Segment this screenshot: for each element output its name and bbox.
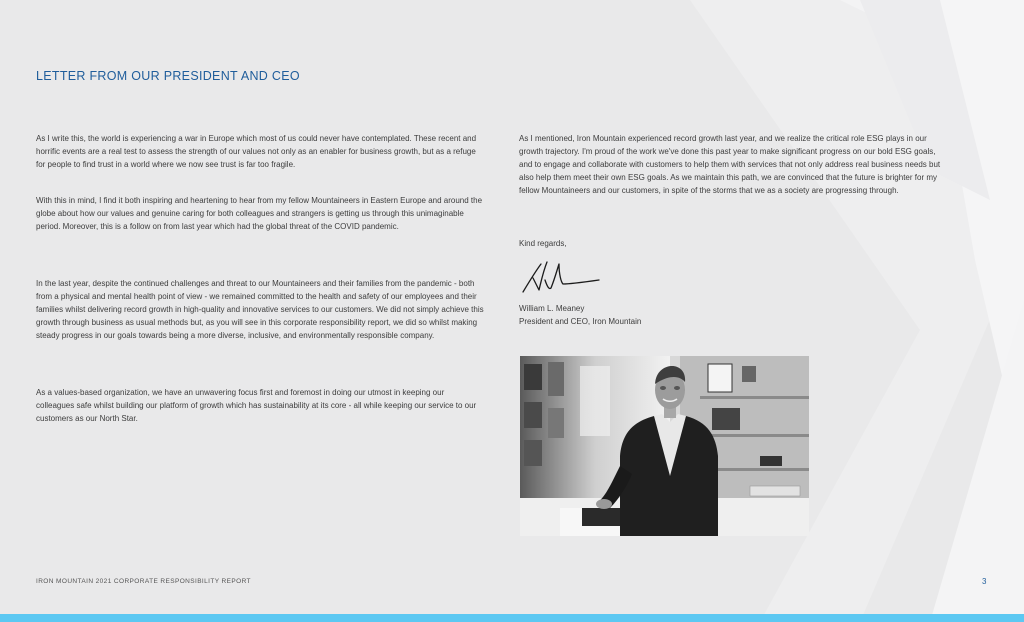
page-number: 3	[982, 577, 987, 586]
bottom-accent-bar	[0, 614, 1024, 622]
letter-paragraph-3: In the last year, despite the continued challenges and threat to our Mountaineers and their families from the pandemic - both from a physical and mental health point of view - we remained committed to the health and safety of our employees and their families whilst delivering record growth in high-quality and innovative services to our customers. We did not simply achieve this growth through business as usual methods but, as you will see in this corporate responsibility report, we did so whilst making steady progress in our goals towards being a more diverse, inclusive, and environmentally responsible company.	[36, 279, 484, 340]
ceo-portrait-photo	[520, 356, 809, 536]
signature-image	[519, 258, 609, 298]
report-footer-title: IRON MOUNTAIN 2021 CORPORATE RESPONSIBILITY REPORT	[36, 578, 251, 585]
signer-name: William L. Meaney	[519, 304, 585, 313]
letter-paragraph-4: As a values-based organization, we have an unwavering focus first and foremost in doing our utmost in keeping our colleagues safe whilst building our platform of growth which has sustainability at its core - all while keeping our service to our customers as our North Star.	[36, 388, 477, 423]
closing-salutation: Kind regards,	[519, 239, 567, 248]
signer-title: President and CEO, Iron Mountain	[519, 317, 642, 326]
letter-paragraph-5: As I mentioned, Iron Mountain experienced record growth last year, and we realize the critical role ESG plays in our growth trajectory. I'm proud of the work we've done this past year to make significant progress on our bold ESG goals, and to engage and collaborate with customers to help them with services that not only address real business needs but also help them meet their own ESG goals. As we maintain this path, we are convinced that the future is brighter for my fellow Mountaineers and our customers, in spite of the storms that we as a society are progressing through.	[519, 134, 941, 195]
page-title: LETTER FROM OUR PRESIDENT AND CEO	[36, 69, 300, 83]
letter-paragraph-1: As I write this, the world is experiencing a war in Europe which most of us could never have contemplated. These recent and horrific events are a real test to assess the strength of our values not only as an enabler for business growth, but as a refuge for people to find trust in a world where we now see trust is far too fragile.	[36, 134, 477, 169]
letter-paragraph-2: With this in mind, I find it both inspiring and heartening to hear from my fellow Mountaineers in Eastern Europe and around the globe about how our values and genuine caring for both colleagues and strangers is getting us through this unimaginable period. Moreover, this is a follow on from last year which had the global threat of the COVID pandemic.	[36, 196, 483, 231]
